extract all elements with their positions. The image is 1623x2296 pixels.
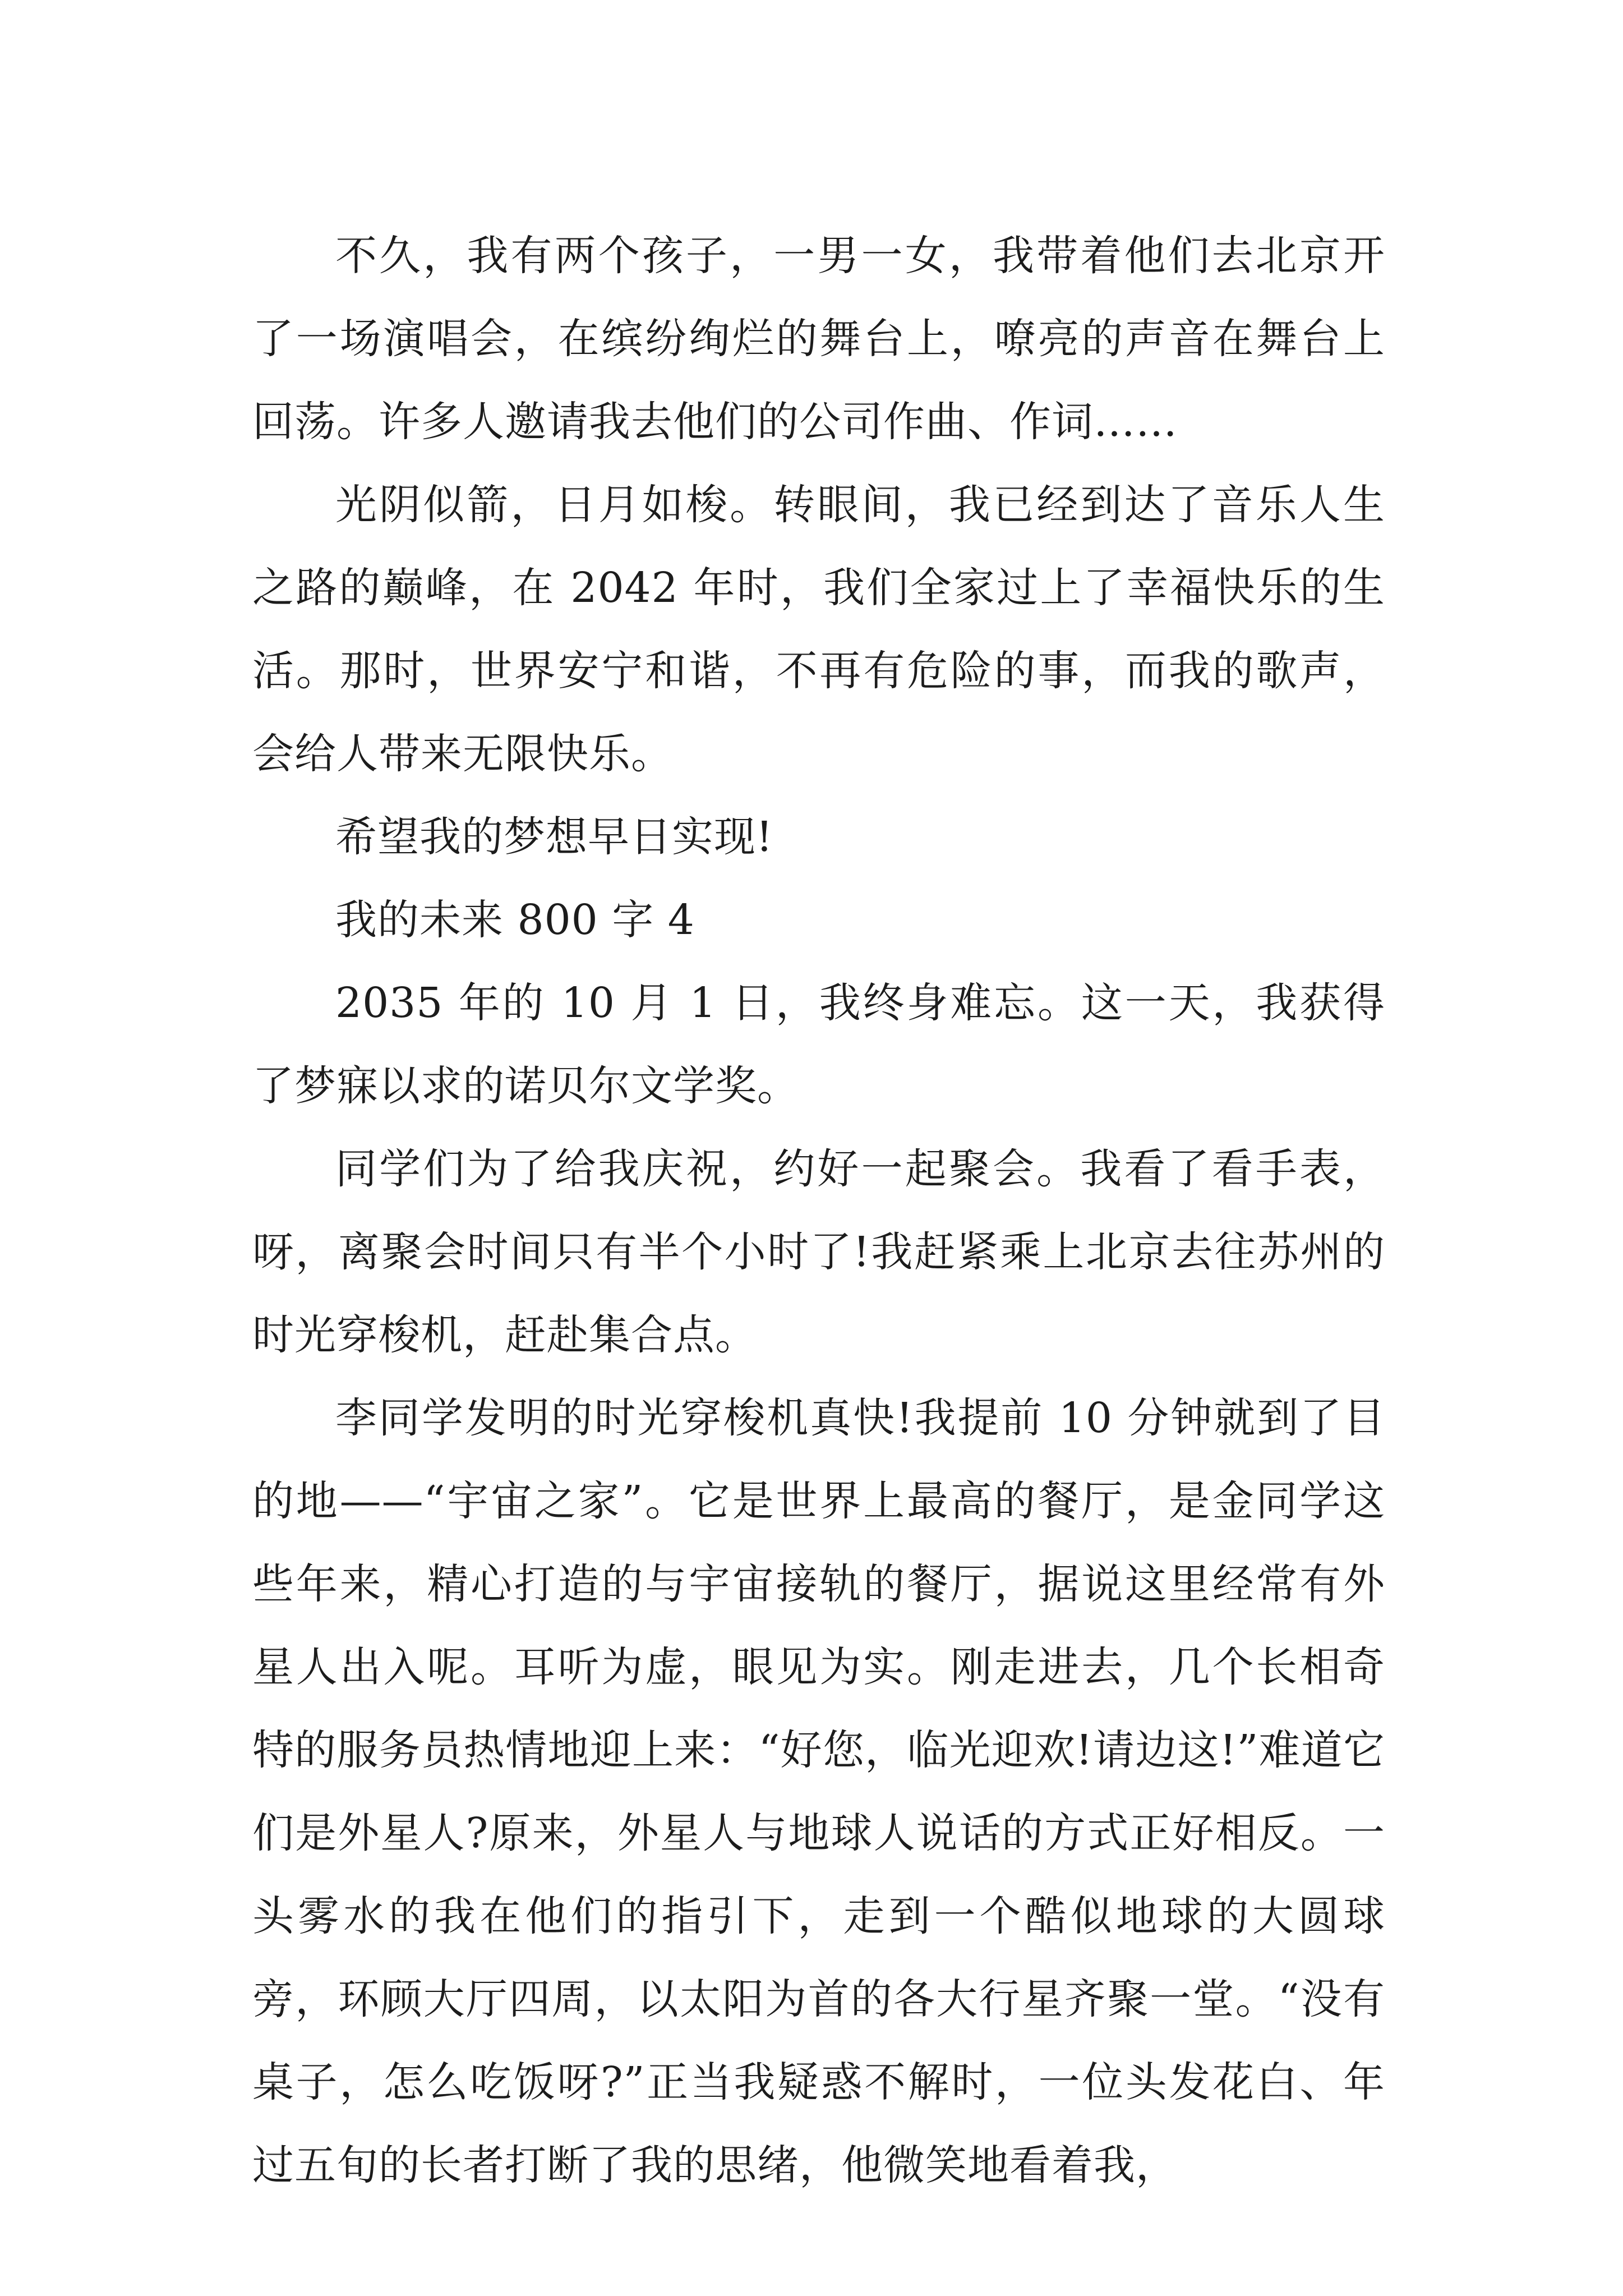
paragraph-nobel-prize: 2035 年的 10 月 1 日，我终身难忘。这一天，我获得了梦寐以求的诺贝尔文学奖。 xyxy=(252,979,1385,1110)
document-body xyxy=(252,214,1385,2207)
paragraph-reunion: 同学们为了给我庆祝，约好一起聚会。我看了看手表，呀，离聚会时间只有半个小时了!我赶紧乘上北京去往苏州的时光穿梭机，赶赴集合点。 xyxy=(252,1145,1385,1359)
paragraph-universe-home: 李同学发明的时光穿梭机真快!我提前 10 分钟就到了目的地——“宇宙之家”。它是世界上最高的餐厅，是金同学这些年来，精心打造的与宇宙接轨的餐厅，据说这里经常有外星人出入呢。耳听为虚，眼见为实。刚走进去，几个长相奇特的服务员热情地迎上来：“好您，临光迎欢!请边这!”难道它们是外星人?原来，外星人与地球人说话的方式正好相反。一头雾水的我在他们的指引下，走到一个酷似地球的大圆球旁，环顾大厅四周，以太阳为首的各大行星齐聚一堂。“没有桌子，怎么吃饭呀?”正当我疑惑不解时，一位头发花白、年过五旬的长者打断了我的思绪，他微笑地看着我， xyxy=(252,1394,1385,2189)
paragraph-wish: 希望我的梦想早日实现! xyxy=(335,813,773,861)
paragraph-music-peak: 光阴似箭，日月如梭。转眼间，我已经到达了音乐人生之路的巅峰，在 2042 年时，我们全家过上了幸福快乐的生活。那时，世界安宁和谐，不再有危险的事，而我的歌声，会给人带来无限快乐。 xyxy=(252,481,1385,778)
paragraph-concert: 不久，我有两个孩子，一男一女，我带着他们去北京开了一场演唱会，在缤纷绚烂的舞台上，嘹亮的声音在舞台上回荡。许多人邀请我去他们的公司作曲、作词…… xyxy=(252,232,1385,446)
section-title: 我的未来 800 字 4 xyxy=(335,896,695,944)
